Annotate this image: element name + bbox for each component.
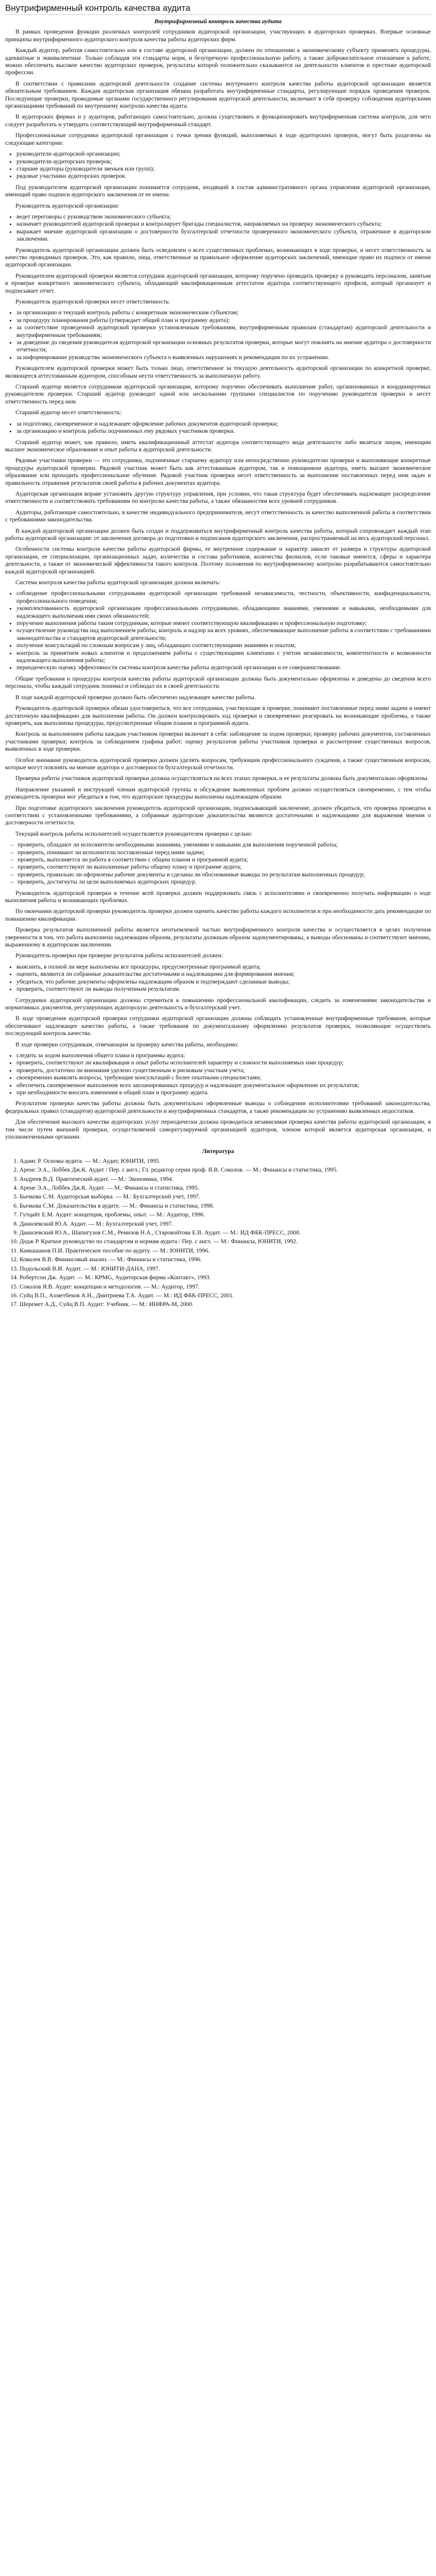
- list-item: • руководители аудиторских проверок;: [16, 158, 431, 165]
- list-item: • укомплектованность аудиторской организации профессиональными сотрудниками, обладающими знаниями, умениями и навыками, необходимыми для надлежащего выполнения ими своих обязанностей;: [16, 605, 431, 620]
- paragraph: Руководитель аудиторской проверки несет ответственность:: [15, 298, 170, 305]
- list-item: • ведет переговоры с руководством экономического субъекта;: [16, 213, 431, 221]
- reference-item: 3. Андреев В.Д. Практический аудит. — М.: Экономика, 1994.: [20, 1176, 431, 1183]
- paragraph: В ходе проверки сотрудникам, отвечающим за проверку качества работы, необходимо:: [15, 1041, 239, 1048]
- list-item: • руководители аудиторской организации;: [16, 150, 431, 158]
- article-content: [5, 28, 431, 1141]
- article-subtitle: Внутрифирменный контроль качества аудита: [154, 18, 282, 25]
- reference-item: 11. Камышанов П.И. Практическое пособие по аудиту. — М.: ЮНИТИ, 1996.: [20, 1247, 431, 1255]
- list-item: • своевременно выявлять вопросы, требующие консультаций с более опытными специалистами;: [16, 1074, 431, 1081]
- paragraph: Руководитель аудиторской проверки в течение всей проверки должен поддерживать связь с исполнителями и своевременно получать информацию о ходе выполнения работы и возникающих проблемах.: [5, 889, 431, 904]
- paragraph: Направление указаний и инструкций членам аудиторской группы и обсуждение выявленных проблем должно осуществляться своевременно, с тем чтобы руководитель проверки мог убедиться в том, что аудиторские процедуры выполнены надлежащим образом.: [5, 786, 431, 801]
- list-item: • старшие аудиторы (руководители звеньев или групп);: [16, 165, 431, 173]
- paragraph: По окончании аудиторской проверки руководитель проверки должен оценить качество работы каждого исполнителя и при необходимости дать рекомендации по повышению квалификации.: [5, 908, 431, 922]
- reference-item: 13. Подольский В.И. Аудит. — М.: ЮНИТИ-ДАНА, 1997.: [20, 1265, 431, 1273]
- list-item: • поручение выполнения работы таким сотрудникам, которые имеют соответствующую квалификацию и профессиональную подготовку;: [16, 620, 431, 627]
- paragraph: Особое внимание руководитель аудиторской проверки должен уделять вопросам, требующим профессионального суждения, а также существенным вопросам, которые могут повлиять на мнение аудитора о достоверности бухгалтерской отчетности.: [5, 756, 431, 771]
- page-title: Внутрифирменный контроль качества аудита: [5, 3, 190, 13]
- paragraph: Особенности системы контроля качества работы аудиторской фирмы, ее внутренние содержание и характер зависят от размера и структуры аудиторской организации, ее специализации, организационных задач, количества и состава работников, количества филиалов, если таковые имеются, сферы и характера деятельности, а также от экономической эффективности такого контроля. Поэтому положения по внутрифирменному контролю разрабатываются самостоятельно каждой аудиторской организацией.: [5, 546, 431, 575]
- list-item: • за процедуру планирования работы (утверждает общий план и программу аудита);: [16, 317, 431, 324]
- reference-item: 12. Ковалев В.В. Финансовый анализ. — М.: Финансы и статистика, 1996.: [20, 1256, 431, 1263]
- list-item: • следить за ходом выполнения общего плана и программы аудита;: [16, 1052, 431, 1059]
- list-item: – проверить, выполняется ли работа в соответствии с общим планом и программой аудита;: [18, 856, 431, 863]
- bullet-list: [5, 420, 431, 435]
- bullet-list: [5, 590, 431, 671]
- reference-item: 14. Робертсон Дж. Аудит. — М.: КРМG, Аудиторская фирма «Контакт», 1993.: [20, 1274, 431, 1281]
- paragraph: Для обеспечения высокого качества аудиторских услуг периодически должна проводиться независимая проверка качества работы аудиторской организации, в том числе путем внешней проверки, осуществляемой саморегулируемой организацией аудиторов, членом которой является аудиторская организация, и уполномоченными органами.: [5, 1118, 431, 1140]
- paragraph: Руководитель аудиторской проверки обязан удостовериться, что все сотрудники, участвующие в проверке, понимают поставленные перед ними задачи и имеют достаточную квалификацию для выполнения работы. Он должен контролировать ход проверки и своевременно реагировать на возникающие проблемы, а также проверять, как выполнены процедуры, предусмотренные общим планом и программой аудита.: [5, 705, 431, 726]
- list-item: – проверить, понимают ли исполнители поставленные перед ними задачи;: [18, 849, 431, 856]
- references-list: [5, 1158, 431, 1309]
- list-item: • при необходимости вносить изменения в общий план и программу аудита.: [16, 1089, 431, 1096]
- list-item: • проверить, соответствуют ли выводы полученным результатам.: [16, 986, 431, 993]
- reference-item: 1. Адамс Р. Основы аудита. — М.: Аудит, ЮНИТИ, 1995.: [20, 1158, 431, 1165]
- paragraph: Старший аудитор является сотрудником аудиторской организации, которому поручено обеспечивать выполнение работ, организованных и координируемых руководителем проверки. Старший аудитор руководит одной или несколькими группами специалистов по поручению руководителя проверки и несет ответственность перед ним.: [5, 383, 431, 405]
- paragraph: В аудиторских фирмах и у аудиторов, работающих самостоятельно, должна существовать и функционировать внутрифирменная система контроля, для чего следует разработать и утвердить соответствующий внутрифирменный стандарт.: [5, 113, 431, 128]
- reference-item: 5. Бычкова С.М. Аудиторская выборка. — М.: Бухгалтерский учет, 1997.: [20, 1193, 431, 1200]
- paragraph: В каждой аудиторской организации должен быть создан и поддерживаться внутрифирменный контроль качества работы, который сопровождает каждый этап работы аудиторской организации: от заключения договора до подготовки и подписания аудиторского заключения, распространяемый на весь аудиторский персонал.: [5, 527, 431, 541]
- reference-item: 6. Бычкова С.М. Доказательства в аудите. — М.: Финансы и статистика, 1998.: [20, 1202, 431, 1210]
- paragraph: Система контроля качества работы аудиторской организации должна включать:: [15, 579, 221, 586]
- reference-item: 9. Данилевский Ю.А., Шапигузов С.М., Ремизов Н.А., Старовойтова Е.В. Аудит. — М.: ИД ФБК-ПРЕСС, 2000.: [20, 1229, 431, 1236]
- reference-item: 8. Данилевский Ю.А. Аудит. — М.: Бухгалтерский учет, 1997.: [20, 1221, 431, 1228]
- list-item: • убедиться, что рабочие документы оформлены надлежащим образом и подтверждают сделанные выводы;: [16, 978, 431, 986]
- paragraph: Общие требования и процедуры контроля качества работы аудиторской организации должны быть документально оформлены и доведены до сведения всего персонала, чтобы каждый сотрудник понимал и соблюдал их в своей деятельности.: [5, 675, 431, 690]
- list-item: • проверить, достаточно ли внимания уделено существенным и рисковым участкам учета;: [16, 1067, 431, 1074]
- article-body: [5, 18, 431, 1309]
- paragraph: Руководитель аудиторской организации:: [15, 202, 119, 209]
- list-item: • периодическую оценку эффективности системы контроля качества работы аудиторской организации и ее совершенствование.: [16, 664, 431, 671]
- bullet-list: [5, 1052, 431, 1096]
- paragraph: Рядовые участники проверки — это сотрудники, подчиненные старшему аудитору или непосредственно руководителю проверки и выполняющие конкретные процедуры аудиторской проверки. Рядовой участник может быть как аттестованным аудитором, так и помощником аудитора, иметь высшее экономическое образование или проходить профессиональное обучение. Рядовой участник проверки несет ответственность за выполнение поставленных перед ним задач и правильность отражения результатов своей работы в рабочих документах аудитора.: [5, 457, 431, 486]
- list-item: • осуществление руководства над выполнением работы, контроль и надзор на всех уровнях, обеспечивающие выполнение работы в соответствии с требованиями законодательства и стандартов аудиторской деятельности;: [16, 627, 431, 642]
- paragraph: Контроль за выполнением работы каждым участником проверки включает в себя: наблюдение за ходом проверки; проверку рабочих документов, составленных участниками проверки; контроль за соблюдением графика работ; оценку результатов работы участников проверки и рассмотрение существенных вопросов, выявленных в ходе проверки.: [5, 731, 431, 753]
- paragraph: Результатом проверки качества работы должны быть документально оформленные выводы о соблюдении исполнителями требований законодательства, федеральных правил (стандартов) аудиторской деятельности и внутрифирменных стандартов, а также рекомендации по устранению выявленных недостатков.: [5, 1100, 431, 1114]
- list-item: • выяснить, в полной ли мере выполнены все процедуры, предусмотренные программой аудита;: [16, 963, 431, 971]
- paragraph: Профессиональные сотрудники аудиторской организации с точки зрения функций, выполняемых в ходе аудиторских проверок, могут быть разделены на следующие категории:: [5, 132, 431, 146]
- paragraph: Руководителем аудиторской проверки является сотрудник аудиторской организации, которому поручено проводить проверку и руководить персоналом, занятым в проверке конкретного экономического субъекта, обладающий квалификационным аттестатом аудитора соответствующего профиля, который организует и подписывает отчет.: [5, 272, 431, 294]
- paragraph: Сотрудники аудиторской организации должны стремиться к повышению профессиональной квалификации, следить за изменениями законодательства и нормативных документов, регулирующих аудиторскую деятельность и бухгалтерский учет.: [5, 996, 431, 1011]
- paragraph: Руководитель проверки при проверке результатов работы исполнителей должен:: [15, 952, 223, 959]
- reference-item: 16. Суйц В.П., Ахметбеков А.Н., Дмитриева Т.А. Аудит. — М.: ИД ФБК-ПРЕСС, 2001.: [20, 1292, 431, 1299]
- list-item: • обеспечить своевременное выполнение всех запланированных процедур и надлежащее документальное оформление их результатов;: [16, 1082, 431, 1089]
- paragraph: Под руководителем аудиторской организации понимается сотрудник, входящий в состав административного органа управления аудиторской организации, имеющий право подписи аудиторского заключения от ее имени.: [5, 183, 431, 198]
- paragraph: Руководитель аудиторской организации должен быть осведомлен о всех существенных проблемах, возникающих в ходе проверки, и несет ответственность за качество проводимых проверок. Это, как правило, лица, ответственные за правильное оформление аудиторских заключений, имеющие право их подписи от имени аудиторской организации.: [5, 246, 431, 268]
- list-item: • выражает мнение аудиторской организации о достоверности бухгалтерской отчетности проверенного экономического субъекта, отраженное в аудиторском заключении.: [16, 228, 431, 243]
- bullet-list: [5, 213, 431, 243]
- references-title: Литература: [202, 1148, 234, 1155]
- paragraph: В ходе каждой аудиторской проверки должно быть обеспечено надлежащее качество работы.: [15, 693, 256, 701]
- bullet-list: [5, 309, 431, 361]
- paragraph: В рамках проведения функции различных контролей сотрудников аудиторской организации, участвующих в аудиторских проверках. Впервые основные принципы внутрифирменного аудиторского контроля качества работы аудиторских фирм.: [5, 28, 431, 43]
- list-item: • получение консультаций по сложным вопросам у лиц, обладающих соответствующими знаниями и опытом;: [16, 642, 431, 649]
- paragraph: Каждый аудитор, работая самостоятельно или в составе аудиторской организации, должен по отношению к экономическому субъекту применять процедуры, адекватные и эквивалентные. Только соблюдая эти стандарты норм, и безупречную профессиональную работу, а также доброжелательное отношение к работе, можно обеспечить высокое качество аудиторских проверок, результаты которой положительно сказываются на деятельности клиентов и престиже аудиторской профессии.: [5, 47, 431, 76]
- paragraph: При подготовке аудиторского заключения руководитель аудиторской организации, подписывающий заключение, должен убедиться, что проверка проведена в соответствии с установленными требованиями, а собранные аудиторские доказательства являются достаточными и надлежащими для выражения мнения о достоверности отчетности.: [5, 804, 431, 826]
- title-divider: [5, 14, 431, 15]
- paragraph: Старший аудитор может, как правило, иметь квалификационный аттестат аудитора соответствующего вида деятельности либо являться лицом, имеющим высшее экономическое образование и опыт работы в аудиторской деятельности.: [5, 438, 431, 453]
- paragraph: Проверка результатов выполненной работы является неотъемлемой частью внутрифирменного контроля качества и осуществляется в целях получения уверенности в том, что работа выполнена надлежащим образом, результаты должным образом задокументированы, а выводы обоснованы и соответствуют мнению, выраженному в аудиторском заключении.: [5, 926, 431, 948]
- list-item: – проверить, достигнуты ли цели выполняемых аудиторских процедур.: [18, 878, 431, 886]
- list-item: • соблюдение профессиональными сотрудниками аудиторской организации требований независимости, честности, объективности, конфиденциальности, профессионального поведения;: [16, 590, 431, 605]
- reference-item: 17. Шеремет А.Д., Суйц В.П. Аудит: Учебник. — М.: ИНФРА-М, 2000.: [20, 1301, 431, 1308]
- list-item: • за информирование руководства экономического субъекта о выявленных нарушениях и рекомендации по их устранению.: [16, 354, 431, 361]
- list-item: • назначает руководителей аудиторской проверки и контролирует бригады специалистов, направляемых на проверку экономического субъекта;: [16, 221, 431, 228]
- list-item: • контроль за принятием новых клиентов и продолжением работы с существующими клиентами с учетом независимости, компетентности и возможности надлежащего выполнения работы;: [16, 650, 431, 665]
- reference-item: 15. Соколов Я.В. Аудит: концепции и методология. — М.: Аудитор, 1997.: [20, 1283, 431, 1291]
- paragraph: Аудиторская организация вправе установить другую структуру управления, при условии, что такая структура будет обеспечивать надлежащее распределение ответственности и соответствовать требованиям по контролю качества работы, а также обязанностям всех уровней сотрудников.: [5, 490, 431, 505]
- list-item: • за подготовку, своевременное и надлежащее оформление рабочих документов аудиторской проверки;: [16, 420, 431, 428]
- paragraph: Аудиторы, работающие самостоятельно, в качестве индивидуального предпринимателя, несут ответственность за качество выполненной работы в соответствии с требованиями законодательства.: [5, 509, 431, 523]
- paragraph: Текущий контроль работы исполнителей осуществляется руководителем проверки с целью:: [15, 830, 253, 837]
- reference-item: 4. Арене Э.А., Лоббек Дж.К. Аудит. — М.: Финансы и статистика, 1995.: [20, 1184, 431, 1192]
- list-item: • за соответствие проведенной аудиторской проверки установленным требованиям, внутрифирменным правилам (стандартам) аудиторской деятельности и внутрифирменным требованиям;: [16, 324, 431, 339]
- list-item: – проверить, соответствуют ли выполненные работы общему плану и программе аудита;: [18, 863, 431, 871]
- bullet-list: [5, 150, 431, 180]
- list-item: • оценить, являются ли собранные доказательства достаточными и надлежащими для формирования мнения;: [16, 971, 431, 978]
- reference-item: 2. Аренс Э.А., Лоббек Дж.К. Аудит / Пер. с англ.; Гл. редактор серии проф. Я.В. Соколов. — М.: Финансы и статистика, 1995.: [20, 1166, 431, 1174]
- list-item: • за организацию и контроль работы подчиненных ему рядовых участников проверки.: [16, 428, 431, 435]
- paragraph: Руководителем аудиторской проверки может быть только лицо, ответственное за текущую деятельность аудиторской организации по конкретной проверке, являющееся аттестованным аудитором, способным нести ответственность за выполненную работу.: [5, 365, 431, 379]
- reference-item: 7. Гутцайт Е.М. Аудит: концепция, проблемы, опыт. — М.: Аудитор, 1996.: [20, 1211, 431, 1218]
- list-item: – проверить, обладают ли исполнители необходимыми знаниями, умениями и навыками для выполнения порученной работы;: [18, 841, 431, 849]
- list-item: • за доведение до сведения руководителя аудиторской организации основных результатов проверки, которые могут повлиять на мнение аудитора о достоверности отчетности;: [16, 339, 431, 354]
- paragraph: В соответствии с правилами аудиторской деятельности создание системы внутреннего контроля качества работы аудиторской организации является обязательным требованием. Каждая аудиторская организация обязана разработать внутрифирменные стандарты, регулирующие порядок проведения проверок. Последующие проверки, проводимые органами государственного регулирования аудиторской деятельности, включают в себя проверку соблюдения аудиторскими организациями требований по внутреннему контролю качества аудита.: [5, 80, 431, 110]
- paragraph: В ходе проведения аудиторской проверки сотрудники аудиторской организации должны соблюдать установленные внутрифирменные требования, которые обеспечивают надлежащее качество работы, а также требования по документальному оформлению результатов проверки, позволяющие осуществлять последующий контроль качества.: [5, 1015, 431, 1037]
- paragraph: Проверка работы участников аудиторской проверки должна осуществляться на всех этапах проверки, и ее результаты должны быть документально оформлены.: [15, 775, 429, 782]
- paragraph: Старший аудитор несет ответственность:: [15, 409, 122, 416]
- list-item: • проверить, соответствуют ли квалификация и опыт работы исполнителей характеру и сложности выполняемых ими процедур;: [16, 1059, 431, 1066]
- dash-list: [5, 841, 431, 886]
- list-item: • за организацию и текущий контроль работы с конкретным экономическим субъектом;: [16, 309, 431, 316]
- bullet-list: [5, 963, 431, 993]
- list-item: • рядовые участники аудиторских проверок.: [16, 173, 431, 180]
- list-item: – проверить, правильно ли оформлены рабочие документы и сделаны ли обоснованные выводы по результатам выполненных процедур;: [18, 871, 431, 878]
- reference-item: 10. Додж Р. Краткое руководство по стандартам и нормам аудита / Пер. с англ. — М.: Финансы, ЮНИТИ, 1992.: [20, 1238, 431, 1245]
